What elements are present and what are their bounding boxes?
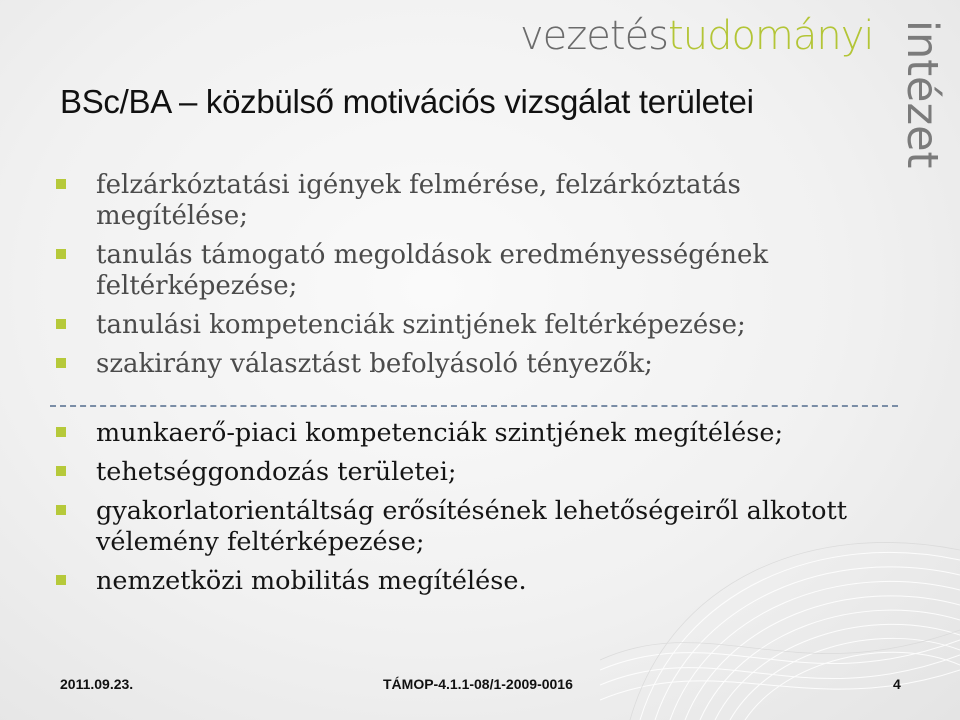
list-item-text: tanulási kompetenciák szintjének feltérképezése;: [96, 310, 746, 340]
logo-word-intezet: intézet: [897, 20, 947, 169]
list-item-text: tanulás támogató megoldások eredményességének feltérképezése;: [96, 240, 769, 301]
list-item: [54, 496, 884, 558]
square-bullet-icon: [56, 319, 66, 329]
slide-footer: [0, 676, 960, 704]
logo-word-vezetes: vezetés: [520, 13, 669, 59]
list-item-text: tehetséggondozás területei;: [96, 457, 457, 487]
institute-logo: [0, 0, 960, 169]
list-item-text: szakirány választást befolyásoló tényezők;: [96, 349, 653, 379]
list-item: [54, 349, 884, 380]
square-bullet-icon: [56, 358, 66, 368]
square-bullet-icon: [56, 249, 66, 259]
square-bullet-icon: [56, 179, 66, 189]
page-number: 4: [893, 676, 901, 692]
dashed-divider: [50, 405, 898, 407]
list-item: [54, 418, 884, 449]
list-item-text: gyakorlatorientáltság erősítésének lehetőségeiről alkotott vélemény feltérképezése;: [96, 496, 847, 557]
list-item: [54, 240, 884, 302]
square-bullet-icon: [56, 505, 66, 515]
list-item: [54, 170, 884, 232]
logo-word-tudomanyi: tudományi: [668, 13, 874, 59]
logo-wordmark: [520, 6, 874, 66]
list-item-text: nemzetközi mobilitás megítélése.: [96, 566, 527, 596]
square-bullet-icon: [56, 575, 66, 585]
list-item: [54, 566, 884, 597]
bullet-list-lower: [54, 418, 884, 605]
square-bullet-icon: [56, 427, 66, 437]
list-item-text: munkaerő-piaci kompetenciák szintjének megítélése;: [96, 418, 784, 448]
list-item: [54, 310, 884, 341]
footer-date: 2011.09.23.: [60, 676, 134, 692]
footer-project-code: TÁMOP-4.1.1-08/1-2009-0016: [383, 676, 573, 692]
slide-title: BSc/BA – közbülső motivációs vizsgálat területei: [60, 83, 754, 120]
list-item: [54, 457, 884, 488]
list-item-text: felzárkóztatási igények felmérése, felzárkóztatás megítélése;: [96, 170, 741, 231]
square-bullet-icon: [56, 466, 66, 476]
bullet-list-upper: [54, 170, 884, 388]
